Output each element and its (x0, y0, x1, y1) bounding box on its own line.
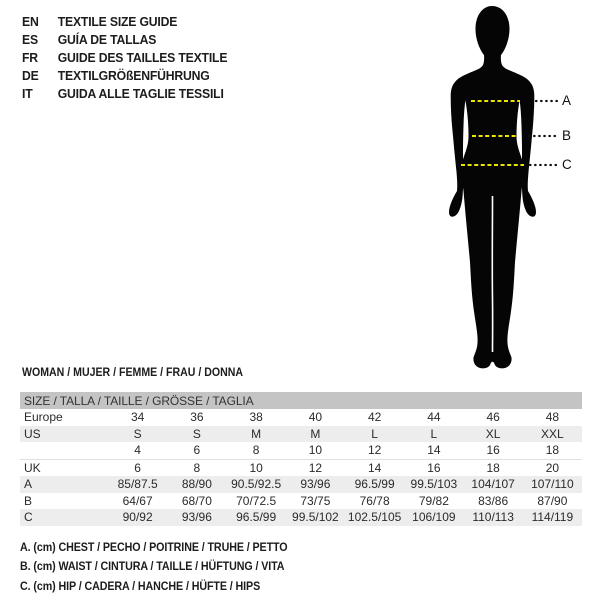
size-cell: 73/75 (300, 493, 331, 508)
row-label (20, 442, 108, 459)
size-cell: 10 (308, 443, 323, 457)
size-cell: 96.5/99 (354, 477, 395, 491)
row-label: B (24, 493, 33, 508)
language-list (22, 12, 227, 103)
size-cell: 18 (545, 443, 560, 457)
row-label: UK (20, 459, 108, 476)
language-code: ES (22, 31, 38, 47)
size-cell: L (371, 426, 378, 441)
size-cell: 40 (308, 410, 323, 424)
size-cell: M (251, 426, 262, 441)
language-code: EN (22, 13, 39, 29)
language-code: DE (22, 68, 39, 84)
size-table (20, 392, 582, 526)
size-cell: 34 (130, 410, 145, 424)
size-cell: 20 (523, 459, 582, 476)
size-cell: 6 (108, 459, 167, 476)
size-cell: 110/113 (472, 510, 514, 524)
table-row (20, 459, 582, 476)
legend-waist: B. (cm) WAIST / CINTURA / TAILLE / HÜFTUNG / VITA (20, 561, 285, 574)
size-cell: 70/72.5 (236, 493, 277, 508)
language-title: GUIDE DES TAILLES TEXTILE (57, 49, 228, 65)
language-code: FR (22, 49, 38, 65)
size-cell: M (310, 426, 321, 441)
size-cell: 83/86 (478, 493, 509, 508)
row-label: Europe (24, 410, 63, 424)
size-cell: 36 (190, 410, 204, 424)
size-cell: 102.5/105 (347, 510, 402, 524)
row-label: C (24, 510, 33, 524)
size-cell: XL (485, 426, 501, 441)
measure-label-a: A (562, 93, 572, 108)
language-title: TEXTILGRÖßENFÜHRUNG (57, 68, 210, 84)
legend-hip: C. (cm) HIP / CADERA / HANCHE / HÜFTE / HIPS (20, 580, 261, 593)
size-cell: 90.5/92.5 (231, 477, 282, 491)
size-cell: S (133, 426, 142, 441)
size-cell: 99.5/102 (292, 510, 339, 524)
size-cell: 93/96 (181, 510, 212, 524)
table-row (20, 409, 582, 426)
language-row-es (22, 30, 227, 48)
size-cell: 90/92 (122, 510, 153, 524)
size-cell: 12 (367, 443, 382, 457)
size-cell: 114/119 (531, 510, 574, 524)
size-cell: XXL (541, 426, 564, 441)
language-row-de (22, 67, 227, 85)
size-cell: 8 (167, 459, 226, 476)
size-cell: 88/90 (181, 477, 212, 491)
size-cell: 4 (134, 443, 141, 457)
woman-silhouette-icon (415, 0, 595, 380)
size-cell: 16 (404, 459, 463, 476)
size-cell: 42 (367, 410, 382, 424)
size-cell: 68/70 (181, 493, 212, 508)
size-cell: 14 (345, 459, 404, 476)
language-code: IT (22, 86, 33, 102)
size-cell: 85/87.5 (117, 477, 158, 491)
table-header-row (20, 392, 582, 409)
size-cell: 48 (545, 410, 560, 424)
size-cell: 8 (252, 443, 260, 457)
language-row-fr (22, 48, 227, 66)
row-label: US (24, 426, 41, 441)
table-row (20, 426, 582, 443)
size-cell: 96.5/99 (236, 510, 277, 524)
size-cell: 104/107 (471, 477, 515, 491)
table-header: SIZE / TALLA / TAILLE / GRÖSSE / TAGLIA (20, 392, 582, 409)
language-row-en (22, 12, 227, 30)
woman-silhouette-figure (415, 0, 595, 380)
measure-label-b: B (562, 128, 572, 143)
size-cell: 93/96 (300, 477, 331, 491)
table-row (20, 509, 582, 526)
legend-chest: A. (cm) CHEST / PECHO / POITRINE / TRUHE / PETTO (20, 542, 288, 554)
size-cell: 99.5/103 (410, 477, 458, 491)
measurement-legend (20, 539, 288, 597)
size-cell: 106/109 (412, 510, 456, 524)
size-cell: 76/78 (359, 493, 390, 508)
size-cell: 79/82 (418, 493, 449, 508)
size-cell: 107/110 (531, 477, 574, 491)
language-title: TEXTILE SIZE GUIDE (57, 13, 178, 29)
size-cell: 44 (427, 410, 441, 424)
table-row (20, 493, 582, 510)
size-cell: 10 (227, 459, 286, 476)
language-title: GUIDA ALLE TAGLIE TESSILI (57, 86, 224, 102)
size-cell: 16 (486, 443, 500, 457)
table-row (20, 476, 582, 493)
table-row (20, 442, 582, 459)
language-title: GUÍA DE TALLAS (57, 31, 157, 47)
measure-label-c: C (562, 157, 572, 172)
size-cell: 38 (249, 410, 263, 424)
size-cell: S (192, 426, 201, 441)
size-cell: 18 (464, 459, 523, 476)
section-title: WOMAN / MUJER / FEMME / FRAU / DONNA (22, 367, 244, 379)
size-cell: 46 (486, 410, 500, 424)
row-label: A (24, 477, 33, 491)
size-cell: L (430, 426, 438, 441)
size-cell: 64/67 (122, 493, 153, 508)
language-row-it (22, 85, 227, 103)
size-cell: 6 (193, 443, 201, 457)
size-cell: 14 (427, 443, 441, 457)
size-cell: 87/90 (537, 493, 568, 508)
size-table-body (20, 409, 582, 526)
size-cell: 12 (286, 459, 345, 476)
